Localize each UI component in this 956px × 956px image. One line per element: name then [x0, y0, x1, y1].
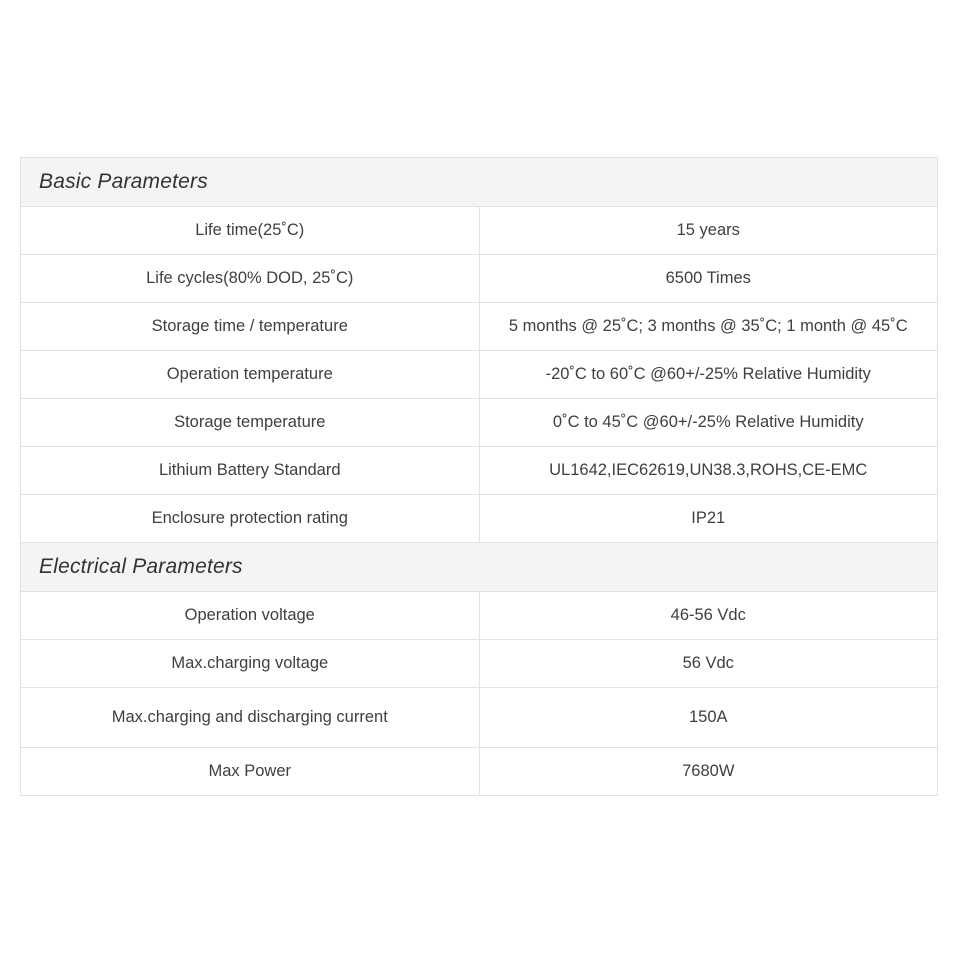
section-title-basic-parameters: Basic Parameters [39, 170, 208, 193]
param-name: Max.charging voltage [21, 640, 480, 688]
table-row [21, 255, 938, 303]
param-value: -20˚C to 60˚C @60+/-25% Relative Humidity [479, 351, 938, 399]
param-value: 0˚C to 45˚C @60+/-25% Relative Humidity [479, 399, 938, 447]
table-row [21, 748, 938, 796]
param-name: Life time(25˚C) [21, 207, 480, 255]
table-row [21, 399, 938, 447]
table-row [21, 640, 938, 688]
section-title-electrical-parameters: Electrical Parameters [39, 555, 243, 578]
section-header-row [21, 543, 938, 592]
param-name: Operation temperature [21, 351, 480, 399]
table-row [21, 303, 938, 351]
param-value: 5 months @ 25˚C; 3 months @ 35˚C; 1 month @ 45˚C [479, 303, 938, 351]
table-row [21, 592, 938, 640]
param-value: 46-56 Vdc [479, 592, 938, 640]
param-name: Storage temperature [21, 399, 480, 447]
table-row [21, 351, 938, 399]
param-name: Lithium Battery Standard [21, 447, 480, 495]
section-header-row [21, 158, 938, 207]
section-header-cell [21, 158, 938, 207]
param-name: Max.charging and discharging current [21, 688, 480, 748]
param-name: Operation voltage [21, 592, 480, 640]
param-value: 6500 Times [479, 255, 938, 303]
param-value: 15 years [479, 207, 938, 255]
table-row [21, 447, 938, 495]
param-name: Enclosure protection rating [21, 495, 480, 543]
param-value: 150A [479, 688, 938, 748]
param-value: IP21 [479, 495, 938, 543]
param-value: 56 Vdc [479, 640, 938, 688]
table-row [21, 688, 938, 748]
param-name: Life cycles(80% DOD, 25˚C) [21, 255, 480, 303]
table-row [21, 207, 938, 255]
param-name: Storage time / temperature [21, 303, 480, 351]
table-row [21, 495, 938, 543]
specifications-table [20, 157, 938, 796]
section-header-cell [21, 543, 938, 592]
param-value: UL1642,IEC62619,UN38.3,ROHS,CE-EMC [479, 447, 938, 495]
param-name: Max Power [21, 748, 480, 796]
param-value: 7680W [479, 748, 938, 796]
